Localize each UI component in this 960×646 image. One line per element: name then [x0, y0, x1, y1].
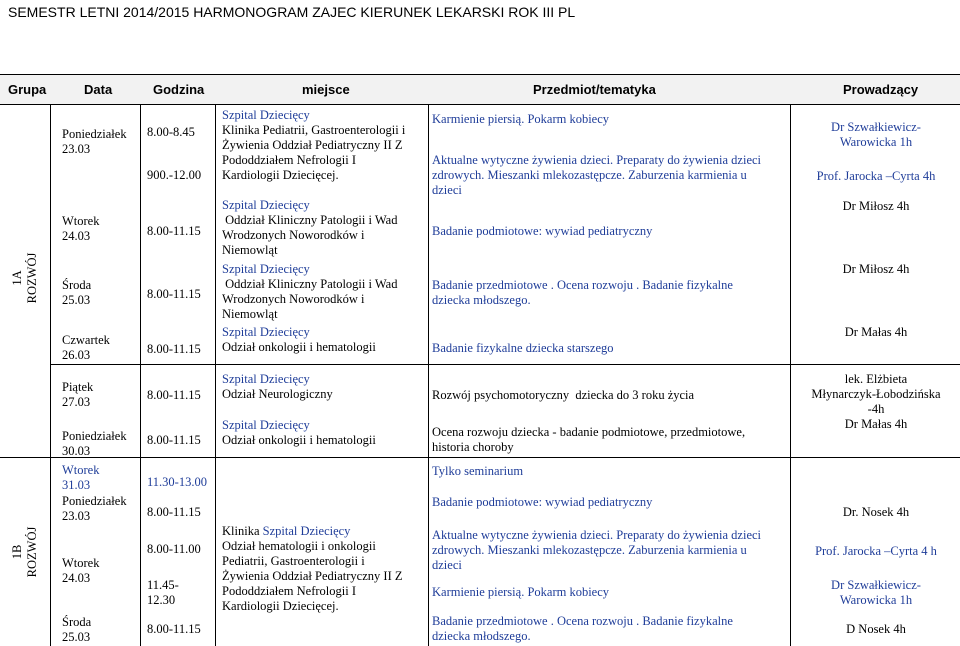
header-grupa: Grupa — [8, 82, 47, 97]
header-data: Data — [84, 82, 113, 97]
column-divider — [215, 105, 216, 646]
topic-cell: Ocena rozwoju dziecka - badanie podmiotowe, przedmiotowe, historia choroby — [432, 425, 746, 454]
column-divider — [790, 105, 791, 646]
topic-cell: Badanie przedmiotowe . Ocena rozwoju . Badanie fizykalne dziecka młodszego. — [432, 278, 733, 307]
date-cell: Wtorek 31.03 — [62, 463, 100, 492]
header-przedmiot: Przedmiot/tematyka — [533, 82, 656, 97]
document-title: SEMESTR LETNI 2014/2015 HARMONOGRAM ZAJEC KIERUNEK LEKARSKI ROK III PL — [8, 4, 576, 20]
place-cell: Szpital Dziecięcy Oddział Kliniczny Patologii i Wad Wrodzonych Noworodków i Niemowląt — [222, 198, 398, 257]
hour-cell: 8.00-11.15 — [147, 287, 201, 301]
row-divider — [50, 364, 960, 365]
date-cell: Poniedziałek 23.03 — [62, 127, 127, 156]
column-divider — [428, 105, 429, 646]
place-cell: Szpital Dziecięcy Odział onkologii i hematologii — [222, 418, 376, 447]
teacher-cell: Dr. Nosek 4h — [842, 505, 910, 519]
topic-cell: Aktualne wytyczne żywienia dzieci. Preparaty do żywienia dzieci zdrowych. Mieszanki mlekozastępcze. Zaburzenia karmienia u dzieci — [432, 153, 762, 197]
date-cell: Środa 25.03 — [62, 278, 92, 307]
header-godzina: Godzina — [153, 82, 205, 97]
date-cell: Wtorek 24.03 — [62, 556, 100, 585]
header-miejsce: miejsce — [302, 82, 350, 97]
topic-cell: Karmienie piersią. Pokarm kobiecy — [432, 112, 610, 126]
place-cell: Szpital Dziecięcy Odział onkologii i hematologii — [222, 325, 376, 354]
hour-cell: 8.00-11.15 — [147, 622, 201, 636]
place-cell: Szpital Dziecięcy Oddział Kliniczny Patologii i Wad Wrodzonych Noworodków i Niemowląt — [222, 262, 398, 321]
group-label-1b: 1B ROZWÓJ — [10, 526, 39, 578]
hour-cell: 8.00-11.15 — [147, 433, 201, 447]
column-divider — [50, 105, 51, 646]
hour-cell: 8.00-8.45 — [147, 125, 195, 139]
topic-cell: Karmienie piersią. Pokarm kobiecy — [432, 585, 610, 599]
teacher-cell: lek. Elżbieta Młynarczyk-Łobodzińska -4h Dr Małas 4h — [811, 372, 941, 431]
hour-cell: 8.00-11.00 — [147, 542, 201, 556]
date-cell: Środa 25.03 — [62, 615, 92, 644]
group-label-1a: 1A ROZWÓJ — [10, 252, 39, 304]
hour-cell: 8.00-11.15 — [147, 505, 201, 519]
column-divider — [140, 105, 141, 646]
topic-cell: Badanie podmiotowe: wywiad pediatryczny — [432, 224, 653, 238]
topic-cell: Badanie fizykalne dziecka starszego — [432, 341, 614, 355]
topic-cell: Badanie przedmiotowe . Ocena rozwoju . Badanie fizykalne dziecka młodszego. — [432, 614, 733, 643]
date-cell: Poniedziałek 23.03 — [62, 494, 127, 523]
group-divider — [0, 457, 960, 458]
place-cell: Klinika Szpital Dziecięcy Odział hematologii i onkologii Pediatrii, Gastroenterologii i Żywienia Oddział Pediatryczny II Z Pododdziałem Nefrologii I Kardiologii Dziecięcej. — [222, 524, 403, 613]
teacher-cell: Dr Szwałkiewicz- Warowicka 1h — [831, 120, 921, 149]
date-cell: Czwartek 26.03 — [62, 333, 110, 362]
topic-cell: Aktualne wytyczne żywienia dzieci. Preparaty do żywienia dzieci zdrowych. Mieszanki mlekozastępcze. Zaburzenia karmienia u dzieci — [432, 528, 762, 572]
teacher-cell: Prof. Jarocka –Cyrta 4 h — [815, 544, 937, 558]
hour-cell: 900.-12.00 — [147, 168, 202, 182]
hour-cell: 8.00-11.15 — [147, 388, 201, 402]
teacher-cell: Prof. Jarocka –Cyrta 4h — [816, 169, 936, 183]
topic-cell: Rozwój psychomotoryczny dziecka do 3 roku życia — [432, 388, 695, 402]
hour-cell: 11.45- 12.30 — [147, 578, 179, 607]
date-cell: Piątek 27.03 — [62, 380, 94, 409]
date-cell: Poniedziałek 30.03 — [62, 429, 127, 458]
topic-cell: Tylko seminarium — [432, 464, 524, 478]
place-cell: Szpital Dziecięcy Klinika Pediatrii, Gastroenterologii i Żywienia Oddział Pediatryczny II Z Pododdziałem Nefrologii I Kardiologii Dziecięcej. — [222, 108, 406, 182]
table-header — [0, 74, 960, 105]
teacher-cell: Dr Miłosz 4h — [842, 199, 910, 213]
teacher-cell: D Nosek 4h — [846, 622, 906, 636]
date-cell: Wtorek 24.03 — [62, 214, 100, 243]
teacher-cell: Dr Szwałkiewicz- Warowicka 1h — [831, 578, 921, 607]
teacher-cell: Dr Małas 4h — [844, 325, 908, 339]
hour-cell: 8.00-11.15 — [147, 224, 201, 238]
topic-cell: Badanie podmiotowe: wywiad pediatryczny — [432, 495, 653, 509]
header-prowadzacy: Prowadzący — [843, 82, 919, 97]
place-cell: Szpital Dziecięcy Odział Neurologiczny — [222, 372, 333, 401]
hour-cell: 11.30-13.00 — [147, 475, 207, 489]
teacher-cell: Dr Miłosz 4h — [842, 262, 910, 276]
hour-cell: 8.00-11.15 — [147, 342, 201, 356]
